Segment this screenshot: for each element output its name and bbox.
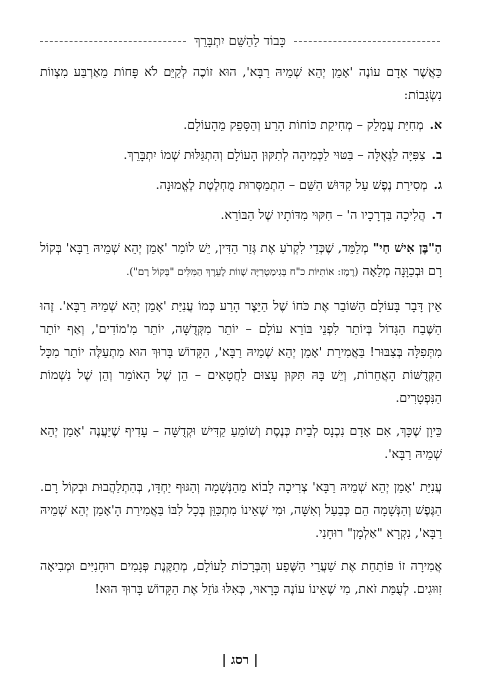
list-item-text: מְסִירַת נֶפֶשׁ עַל קִדּוּשׁ הַשֵּׁם – הִתְמַסְּרוּת מֻחְלֶטֶת לֶאֱמוּנָה. [155, 177, 428, 192]
header-rule-left [40, 41, 186, 42]
ben-ish-chai-paragraph [40, 236, 442, 284]
list-item-gimel [40, 173, 442, 196]
gematria-note: (רֶמֶז: אוֹתִיּוֹת כ"ח בְּגִימַטְרִיָּה שָׁווֹת לָעֵרֶךְ הַמִּלִּים "בְּקוֹל רָם"). [126, 267, 359, 278]
list-item-bet [40, 143, 442, 166]
paragraph-shaarei-shefa: אֲמִירָה זוֹ פּוֹתַחַת אֶת שַׁעֲרֵי הַשֶּׁפַע וְהַבְּרָכוֹת לָעוֹלָם, מְתַקֶּנֶת פְּגָמִים רוּחָנִיִּים וּמְבִיאָה זִוּוּגִים. לְעֻמַּת זֹאת, מִי שֶׁאֵינוֹ עוֹנֶה כָּרָאוּי, כְּאִלּוּ גּוֹזֵל אֶת הַקָּדוֹשׁ בָּרוּךְ הוּא! [40, 558, 442, 596]
page-number: | רסג | [221, 653, 259, 668]
list-letter: א. [429, 117, 442, 132]
paragraph-yetzer-hara: אֵין דָּבָר בָּעוֹלָם הַשּׁוֹבֵר אֶת כֹּחוֹ שֶׁל הַיֵּצֶר הָרַע כְּמוֹ עֲנִיַּת 'אָמֵן יְהֵא שְׁמֵיהּ רַבָּא'. זֶהוּ הַשֶּׁבַח הַגָּדוֹל בְּיוֹתֵר לִפְנֵי בּוֹרֵא עוֹלָם – יוֹתֵר מִקְּדֻשָּׁה, יוֹתֵר מִ'מוֹדִים', וְאַף יוֹתֵר מִתְּפִלָּה בְּצִבּוּר! בַּאֲמִירַת 'אָמֵן יְהֵא שְׁמֵיהּ רַבָּא', הַקָּדוֹשׁ בָּרוּךְ הוּא מִתְעַלֶּה יוֹתֵר מִכָּל הַקְּדֻשּׁוֹת הָאֲחֵרוֹת, וְיֵשׁ בָּהּ תִּקּוּן עָצוּם לַחֲטָאִים – הֵן שֶׁל הָאוֹמֵר וְהֵן שֶׁל נִשְׁמוֹת הַנִּפְטָרִים. [40, 298, 442, 405]
list-item-text: מְחִיַּת עֲמָלֵק – מְחִיקַת כּוֹחוֹת הָרַע וְהַסָּפֵק מֵהָעוֹלָם. [183, 117, 424, 132]
header-title: כָּבוֹד לַהַשֵּׁם יִתְבָּרֵךְ [194, 34, 286, 49]
ben-ish-chai-name: הַ"בֶּן אִישׁ חַי" [372, 240, 442, 255]
ben-ish-chai-text: מְלַמֵּד, שֶׁכְּדֵי לִקְרֹעַ אֶת גְּזַר הַדִּין, יֵשׁ לוֹמַר 'אָמֵן יְהֵא שְׁמֵיהּ רַבָּא' בְּקוֹל רָם וּבְכַוָּנָה מְלֵאָה [40, 240, 442, 278]
list-item-dalet [40, 203, 442, 226]
list-item-text: צִפִּיָּה לַגְּאֻלָּה – בִּטּוּי לַכְּמִיהָה לְתִקּוּן הָעוֹלָם וְהִתְגַּלּוּת שְׁמוֹ יִתְבָּרֵךְ. [123, 147, 426, 162]
main-text [40, 60, 442, 600]
paragraph-neshama-guf: עֲנִיַּת 'אָמֵן יְהֵא שְׁמֵיהּ רַבָּא' צְרִיכָה לָבוֹא מֵהַנְּשָׁמָה וְהַגּוּף יַחְדָּו, בְּהִתְלַהֲבוּת וּבְקוֹל רָם. הַגֶּפֶשׁ וְהַנְּשָׁמָה הֵם כְּבַעַל וְאִשָּׁה, וּמִי שֶׁאֵינוֹ מִתְכַּוֵּן בְּכָל לִבּוֹ בַּאֲמִירַת הָ'אָמֵן יְהֵא שְׁמֵיהּ רַבָּא', נִקְרָא "אַלְמָן" רוּחָנִי. [40, 479, 442, 540]
list-letter: ג. [433, 177, 442, 192]
running-header [40, 32, 440, 50]
list-item-text: הֲלִיכָה בִּדְרָכָיו ה' – חִקּוּי מִדּוֹתָיו שֶׁל הַבּוֹרֵא. [220, 207, 426, 222]
list-item-alef [40, 113, 442, 136]
list-letter: ד. [431, 207, 442, 222]
paragraph-beit-knesset: כֵּיוָן שֶׁכָּךְ, אִם אָדָם נִכְנָס לְבֵית כְּנֶסֶת וְשׁוֹמֵעַ קַדִּישׁ וּקְדֻשָּׁה – עָדִיף שֶׁיַּעֲנֶה 'אָמֵן יְהֵא שְׁמֵיהּ רַבָּא'. [40, 423, 442, 461]
list-letter: ב. [431, 147, 442, 162]
intro-paragraph: כַּאֲשֶׁר אָדָם עוֹנֶה 'אָמֵן יְהֵא שְׁמֵיהּ רַבָּא', הוּא זוֹכֶה לְקַיֵּם לֹא פָּחוֹת מֵאַרְבַּע מִצְווֹת נִשְׂגָּבוֹת: [40, 64, 442, 102]
header-rule-right [294, 41, 440, 42]
